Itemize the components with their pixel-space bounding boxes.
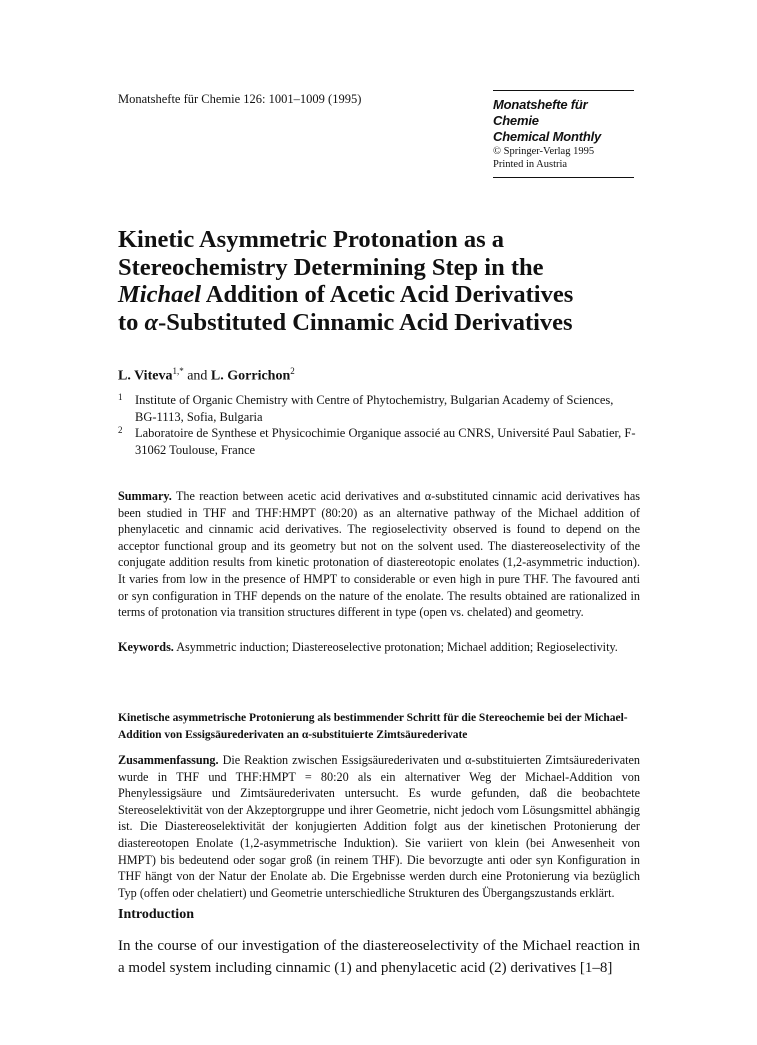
copyright-line: © Springer-Verlag 1995 xyxy=(493,146,595,157)
zusammenfassung-label: Zusammenfassung. xyxy=(118,753,219,767)
title-line-4-rest: -Substituted Cinnamic Acid Derivatives xyxy=(158,308,573,336)
german-title: Kinetische asymmetrische Protonierung als bestimmender Schritt für die Stereochemie bei der Michael-Addition von Essigsäurederivaten an α-substituierte Zimtsäurederivate xyxy=(118,712,628,741)
printed-line: Printed in Austria xyxy=(493,159,568,170)
zusammenfassung-text: Die Reaktion zwischen Essigsäurederivaten und α-substituierten Zimtsäurederivaten wurde in THF und THF:HMPT = 80:20 als ein alternativer Weg der Michael-Addition von Phenylessigsäure und Zimtsäurederivaten untersucht. Es wurde gefunden, daß die beobachtete Stereoselektivität von der Akzeptorgruppe und ihrer Geometrie, nicht jedoch vom Lösungsmittel abhängig ist. Die Diastereoselektivität der konjugierten Addition folgt aus der kinetischen Protonierung der diastereotopen Enolate (1,2-asymmetrische Induktion). Sie variiert von klein (bei Anwesenheit von HMPT) bis bedeutend oder sogar groß (in reinem THF). Die bevorzugte anti oder syn Konfiguration in THF hängt von der Natur der Enolate ab. Die Ergebnisse werden durch eine Protonierung via bezüglich Typ (offen oder chelatiert) und Geometrie unterschiedliche Strukturen des Übergangszustands erklärt. xyxy=(118,753,640,900)
title-alpha: α xyxy=(144,308,159,336)
title-line-4 xyxy=(118,309,678,337)
journal-name-en: Chemical Monthly xyxy=(493,129,602,144)
author-1-affil: 1,* xyxy=(172,366,184,376)
title-line-3 xyxy=(118,281,678,309)
article-title xyxy=(118,226,678,336)
author-list xyxy=(118,366,295,385)
keywords-label: Keywords. xyxy=(118,640,174,654)
author-2-affil: 2 xyxy=(290,366,295,376)
title-line-3-rest: Addition of Acetic Acid Derivatives xyxy=(201,281,574,308)
author-conj: and xyxy=(183,368,211,384)
journal-citation: Monatshefte für Chemie 126: 1001–1009 (1995) xyxy=(118,92,362,106)
introduction-text: In the course of our investigation of the diastereoselectivity of the Michael reaction in a model system including cinnamic (1) and phenylacetic acid (2) derivatives [1–8] xyxy=(118,938,640,976)
summary-text: The reaction between acetic acid derivatives and α-substituted cinnamic acid derivatives has been studied in THF and THF:HMPT (80:20) as an alternative pathway of the Michael addition of phenylacetic and cinnamic acid derivatives. The regioselectivity observed is found to depend on the acceptor functional group and its geometry but not on the solvent used. The diastereoselectivity of the conjugate addition results from kinetic protonation of diastereotopic enolates (1,2-asymmetric induction). It varies from low in the presence of HMPT to considerable or even high in pure THF. The favoured anti or syn configuration in THF depends on the nature of the enolate. The results obtained are rationalized in terms of protonation via transition structures different in type (open vs. chelated) and geometry. xyxy=(118,489,641,620)
title-michael: Michael xyxy=(118,281,202,308)
keywords-line xyxy=(118,640,640,655)
masthead-bottom-rule xyxy=(493,177,634,178)
introduction-heading: Introduction xyxy=(118,907,194,922)
affiliation-2-text: Laboratoire de Synthese et Physicochimie Organique associé au CNRS, Université Paul Sabatier, F-31062 Toulouse, France xyxy=(135,426,636,457)
affiliation-2 xyxy=(118,425,638,458)
affiliation-1-num: 1 xyxy=(118,392,123,402)
journal-masthead xyxy=(493,90,634,178)
author-2: L. Gorrichon xyxy=(210,368,291,384)
keywords-text: Asymmetric induction; Diastereoselective protonation; Michael addition; Regioselectivity. xyxy=(176,640,618,654)
journal-name-de: Monatshefte für Chemie xyxy=(493,97,588,128)
title-line-2: Stereochemistry Determining Step in the xyxy=(118,253,544,281)
affiliation-1-text: Institute of Organic Chemistry with Centre of Phytochemistry, Bulgarian Academy of Sciences, BG-1113, Sofia, Bulgaria xyxy=(135,393,614,424)
author-1: L. Viteva xyxy=(118,368,173,384)
masthead-top-rule xyxy=(493,90,634,91)
summary-paragraph xyxy=(118,488,640,621)
title-line-1: Kinetic Asymmetric Protonation as a xyxy=(118,226,505,253)
affiliation-2-num: 2 xyxy=(118,425,123,435)
summary-label: Summary. xyxy=(118,489,172,503)
title-line-4-prefix: to xyxy=(118,308,145,336)
zusammenfassung-paragraph xyxy=(118,752,640,901)
affiliation-1 xyxy=(118,392,638,425)
